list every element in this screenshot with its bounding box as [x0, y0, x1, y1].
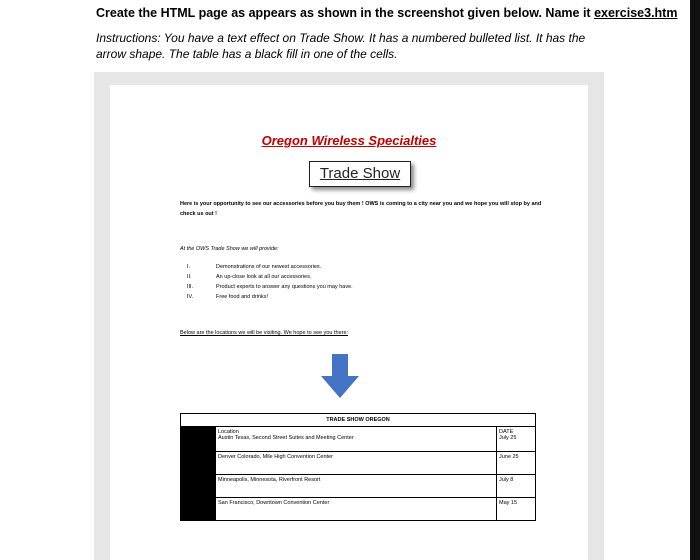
- table-header-location: [216, 427, 497, 452]
- table-header-date: [497, 427, 536, 452]
- down-arrow-icon: [321, 354, 359, 398]
- table-cell-location: Minneapolis, Minnesota, Riverfront Resort: [216, 475, 497, 498]
- list-item-number: II.: [187, 274, 192, 280]
- provide-label: At the OWS Trade Show we will provide:: [180, 246, 279, 252]
- table-row: [181, 452, 536, 475]
- header-date-label: DATE: [499, 429, 514, 435]
- document-page: [110, 85, 588, 560]
- heading-text: Oregon Wireless Specialties: [261, 133, 437, 148]
- table-cell-date: July 25: [499, 435, 517, 441]
- filename: exercise3.htm: [594, 6, 678, 20]
- list-item-text: Demonstrations of our newest accessories.: [216, 264, 322, 270]
- trade-show-table: [180, 413, 536, 521]
- numbered-list: [180, 262, 353, 302]
- down-arrow-shape: [321, 354, 359, 398]
- intro-paragraph: Here is your opportunity to see our accessories before you buy them ! OWS is coming to a city near you and we hope you will stop by and check us out !: [180, 201, 542, 217]
- question-instructions: Instructions: You have a text effect on Trade Show. It has a numbered bulleted list. It has the arrow shape. The table has a black fill in one of the cells.: [96, 31, 586, 61]
- trade-show-title: Trade Show: [309, 161, 411, 187]
- table-cell-date: July 8: [497, 475, 536, 498]
- list-item: [180, 292, 353, 302]
- table-cell-location: Austin Texas, Second Street Suites and Meeting Center: [218, 435, 354, 441]
- list-item-number: III.: [187, 284, 194, 290]
- header-location-label: Location: [218, 429, 239, 435]
- black-fill-cell: [181, 427, 216, 521]
- question-title: [96, 6, 677, 20]
- list-item-text: Free food and drinks!: [216, 294, 268, 300]
- list-item: [180, 262, 353, 272]
- list-item: [180, 272, 353, 282]
- table-cell-location: San Francisco, Downtown Convention Center: [216, 498, 497, 521]
- list-item-number: I.: [187, 264, 191, 270]
- table-caption-row: [181, 414, 536, 427]
- table-cell-date: May 15: [497, 498, 536, 521]
- table-caption: TRADE SHOW OREGON: [181, 414, 536, 427]
- document-heading: [110, 132, 588, 150]
- right-edge-bar: [690, 0, 700, 560]
- list-item: [180, 282, 353, 292]
- table-cell-location: Denver Colorado, Mile High Convention Center: [216, 452, 497, 475]
- list-item-text: Product experts to answer any questions you may have.: [216, 284, 353, 290]
- locations-text: Below are the locations we will be visiting. We hope to see you there:: [180, 330, 349, 336]
- list-item-text: An up-close look at all our accessories.: [216, 274, 312, 280]
- table-header-row: [181, 427, 536, 452]
- question-title-prefix: Create the HTML page as appears as shown in the screenshot given below. Name it: [96, 6, 595, 20]
- list-item-number: IV.: [187, 294, 194, 300]
- table-cell-date: June 25: [497, 452, 536, 475]
- table-row: [181, 498, 536, 521]
- table-row: [181, 475, 536, 498]
